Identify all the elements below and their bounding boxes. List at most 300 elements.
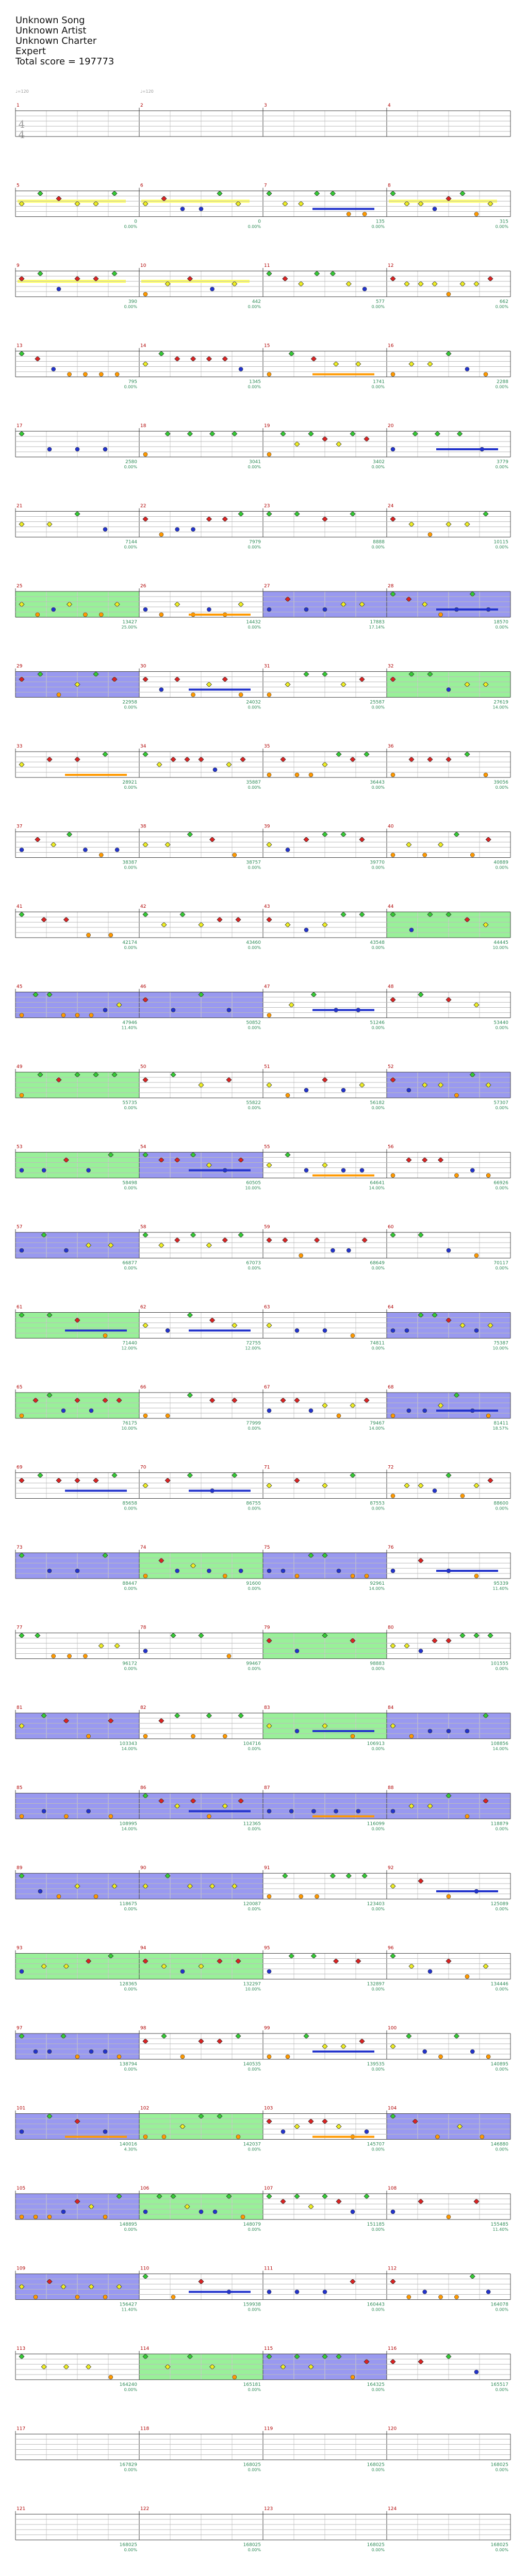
note-red bbox=[93, 1478, 98, 1483]
song-difficulty: Expert bbox=[15, 46, 46, 57]
measure-score: 85658 bbox=[122, 1501, 137, 1506]
note-yellow bbox=[474, 1483, 479, 1488]
note-green bbox=[289, 351, 294, 357]
staff-row bbox=[15, 1385, 510, 1431]
measure-percent: 0.00% bbox=[495, 2067, 508, 2072]
note-red bbox=[159, 1718, 164, 1723]
note-yellow bbox=[299, 201, 304, 207]
note-blue bbox=[334, 1809, 338, 1814]
note-blue bbox=[281, 1569, 285, 1573]
note-blue bbox=[360, 1168, 364, 1173]
note-orange bbox=[159, 613, 163, 617]
measure-percent: 11.40% bbox=[121, 2307, 137, 2312]
measure-number: 91 bbox=[264, 1866, 270, 1871]
note-blue bbox=[159, 688, 163, 692]
note-yellow bbox=[322, 1483, 327, 1488]
note-blue bbox=[20, 1168, 24, 1173]
measure-number: 94 bbox=[140, 1945, 146, 1951]
measure-percent: 0.00% bbox=[371, 1025, 385, 1030]
note-yellow bbox=[322, 2044, 327, 2049]
note-green bbox=[289, 1954, 294, 1959]
measure-score: 164325 bbox=[367, 2382, 385, 2387]
note-yellow bbox=[47, 522, 52, 527]
note-blue bbox=[20, 1970, 24, 1974]
staff-row bbox=[15, 103, 510, 137]
note-blue bbox=[419, 1649, 423, 1653]
measure-score: 101555 bbox=[490, 1661, 508, 1667]
measure-number: 117 bbox=[16, 2426, 26, 2432]
measure-score: 14432 bbox=[246, 620, 261, 625]
measure-percent: 11.40% bbox=[121, 1025, 137, 1030]
measure-number: 99 bbox=[264, 2026, 270, 2031]
measure-number: 122 bbox=[140, 2506, 150, 2512]
measure-score: 146880 bbox=[490, 2142, 508, 2147]
measure-number: 83 bbox=[264, 1705, 270, 1710]
note-red bbox=[336, 2199, 341, 2204]
measure-number: 61 bbox=[16, 1304, 23, 1310]
measure-number: 40 bbox=[388, 824, 394, 829]
note-yellow bbox=[175, 602, 180, 607]
note-blue bbox=[323, 2290, 327, 2294]
measure-score: 74811 bbox=[370, 1341, 385, 1346]
note-yellow bbox=[409, 362, 414, 367]
measure-number: 50 bbox=[140, 1064, 146, 1070]
measure-score: 44445 bbox=[493, 940, 508, 945]
note-green bbox=[191, 1232, 196, 1238]
measure-number: 51 bbox=[264, 1064, 270, 1070]
note-red bbox=[390, 997, 395, 1003]
measure-number: 52 bbox=[388, 1064, 394, 1070]
note-blue bbox=[474, 1329, 478, 1333]
note-red bbox=[418, 1558, 423, 1563]
note-blue bbox=[207, 1569, 211, 1573]
note-orange bbox=[68, 1654, 72, 1658]
measure-percent: 0.00% bbox=[248, 384, 261, 389]
note-green bbox=[336, 752, 341, 757]
note-yellow bbox=[86, 2364, 91, 2369]
note-blue bbox=[465, 367, 469, 371]
measure-percent: 25.00% bbox=[121, 625, 137, 630]
note-blue bbox=[143, 607, 147, 612]
note-green bbox=[294, 2194, 300, 2199]
note-orange bbox=[20, 1414, 24, 1418]
note-yellow bbox=[51, 842, 56, 848]
note-red bbox=[210, 837, 215, 842]
note-green bbox=[350, 431, 355, 436]
note-green bbox=[446, 1473, 451, 1478]
note-orange bbox=[337, 1414, 341, 1418]
note-green bbox=[350, 512, 355, 517]
note-red bbox=[35, 357, 40, 362]
measure-percent: 17.14% bbox=[369, 625, 385, 630]
staff-row bbox=[15, 2427, 510, 2472]
note-yellow bbox=[406, 842, 411, 848]
note-orange bbox=[439, 2295, 443, 2299]
note-green bbox=[19, 912, 24, 917]
note-green bbox=[465, 752, 470, 757]
note-green bbox=[350, 1473, 355, 1478]
measure-percent: 0.00% bbox=[248, 865, 261, 870]
note-blue bbox=[227, 1008, 231, 1012]
note-yellow bbox=[238, 602, 243, 607]
measure-score: 55822 bbox=[246, 1100, 261, 1106]
measure-percent: 0.00% bbox=[248, 465, 261, 469]
note-yellow bbox=[359, 1082, 365, 1088]
measure-percent: 0.00% bbox=[248, 1826, 261, 1832]
measure-score: 13427 bbox=[122, 620, 137, 625]
measure-number: 112 bbox=[388, 2266, 397, 2272]
measure-score: 103343 bbox=[119, 1741, 137, 1747]
note-red bbox=[175, 1238, 180, 1243]
note-blue bbox=[103, 2130, 107, 2134]
measure-number: 70 bbox=[140, 1465, 146, 1470]
measure-score: 108856 bbox=[490, 1741, 508, 1747]
sustain-orange bbox=[312, 2136, 374, 2138]
note-yellow bbox=[404, 281, 409, 286]
measure-number: 44 bbox=[388, 904, 394, 909]
measure-score: 76175 bbox=[122, 1421, 137, 1426]
note-green bbox=[315, 191, 320, 196]
note-orange bbox=[103, 2295, 107, 2299]
note-orange bbox=[474, 1253, 478, 1258]
note-red bbox=[350, 2279, 355, 2284]
measure-number: 55 bbox=[264, 1144, 270, 1150]
note-red bbox=[35, 837, 40, 842]
measure-number: 103 bbox=[264, 2106, 273, 2111]
staff-row bbox=[15, 2106, 510, 2152]
note-green bbox=[143, 2274, 148, 2279]
measure-score: 99467 bbox=[246, 1661, 261, 1667]
note-blue bbox=[351, 2210, 355, 2214]
note-red bbox=[143, 517, 148, 522]
measure-number: 28 bbox=[388, 584, 394, 589]
measure-number: 8 bbox=[388, 183, 391, 189]
measure-score: 7979 bbox=[249, 539, 261, 545]
note-green bbox=[460, 1633, 465, 1638]
measure-percent: 10.00% bbox=[245, 1185, 261, 1191]
note-blue bbox=[323, 607, 327, 612]
note-red bbox=[226, 1077, 232, 1082]
note-green bbox=[112, 191, 117, 196]
measure-percent: 0.00% bbox=[371, 1987, 385, 1992]
measure-score: 60505 bbox=[246, 1180, 261, 1186]
measure-score: 168025 bbox=[367, 2462, 385, 2468]
note-green bbox=[283, 1873, 288, 1878]
measure-number: 109 bbox=[16, 2266, 26, 2272]
note-green bbox=[143, 752, 148, 757]
measure-percent: 0.00% bbox=[248, 224, 261, 229]
note-orange bbox=[47, 2215, 52, 2219]
measure-percent: 0.00% bbox=[371, 2548, 385, 2552]
note-green bbox=[285, 1153, 290, 1158]
note-orange bbox=[351, 1734, 355, 1738]
measure-percent: 0.00% bbox=[495, 1506, 508, 1511]
note-green bbox=[143, 1232, 148, 1238]
note-yellow bbox=[199, 922, 204, 927]
note-blue bbox=[34, 2049, 38, 2054]
measure-percent: 0.00% bbox=[371, 2067, 385, 2072]
note-yellow bbox=[267, 842, 272, 848]
note-red bbox=[267, 917, 272, 922]
note-blue bbox=[281, 2130, 285, 2134]
measure-number: 1 bbox=[16, 103, 20, 108]
measure-percent: 0.00% bbox=[248, 2467, 261, 2472]
measure-number: 66 bbox=[140, 1385, 146, 1390]
note-green bbox=[446, 2354, 451, 2359]
measure-score: 165517 bbox=[490, 2382, 508, 2387]
note-green bbox=[341, 832, 346, 837]
note-green bbox=[267, 512, 272, 517]
note-green bbox=[406, 2033, 411, 2039]
note-orange bbox=[64, 1815, 68, 1819]
note-orange bbox=[423, 853, 427, 857]
note-orange bbox=[267, 1013, 271, 1018]
measure-percent: 0.00% bbox=[495, 384, 508, 389]
measure-score: 165181 bbox=[243, 2382, 261, 2387]
note-orange bbox=[486, 2055, 490, 2059]
note-green bbox=[180, 912, 185, 917]
note-yellow bbox=[226, 762, 232, 767]
song-charter: Unknown Charter bbox=[15, 36, 97, 46]
note-yellow bbox=[432, 281, 437, 286]
measure-percent: 0.00% bbox=[371, 2147, 385, 2152]
measure-number: 2 bbox=[140, 103, 143, 108]
sustain-blue bbox=[189, 689, 251, 691]
note-blue bbox=[267, 1569, 271, 1573]
note-orange bbox=[315, 1894, 319, 1899]
measure-percent: 10.00% bbox=[121, 1426, 137, 1431]
measure-number: 75 bbox=[264, 1545, 270, 1550]
note-green bbox=[435, 431, 440, 436]
measure-number: 46 bbox=[140, 984, 146, 990]
note-orange bbox=[439, 613, 443, 617]
measure-percent: 14.00% bbox=[121, 1747, 137, 1751]
note-yellow bbox=[199, 1082, 204, 1088]
note-yellow bbox=[19, 522, 24, 527]
measure-percent: 0.00% bbox=[495, 1185, 508, 1191]
measure-number: 88 bbox=[388, 1785, 394, 1791]
measure-percent: 0.00% bbox=[371, 945, 385, 950]
measure-number: 20 bbox=[388, 423, 394, 429]
staff-row bbox=[15, 1866, 510, 1911]
note-blue bbox=[115, 848, 119, 852]
measure-percent: 0.00% bbox=[371, 1907, 385, 1911]
note-blue bbox=[405, 1329, 409, 1333]
measure-score: 88600 bbox=[493, 1501, 508, 1506]
note-orange bbox=[166, 1414, 170, 1418]
note-blue bbox=[239, 1569, 243, 1573]
measure-percent: 0.00% bbox=[124, 2067, 137, 2072]
note-green bbox=[454, 832, 459, 837]
measure-number: 119 bbox=[264, 2426, 273, 2432]
note-blue bbox=[341, 1168, 345, 1173]
note-blue bbox=[474, 2370, 478, 2374]
note-orange bbox=[470, 853, 474, 857]
note-green bbox=[161, 2033, 167, 2039]
measure-score: 91600 bbox=[246, 1581, 261, 1586]
note-red bbox=[474, 2199, 479, 2204]
measure-percent: 0.00% bbox=[495, 545, 508, 550]
sustain-blue bbox=[312, 1009, 374, 1011]
note-green bbox=[112, 271, 117, 276]
measure-percent: 0.00% bbox=[248, 1747, 261, 1751]
measure-number: 12 bbox=[388, 263, 394, 268]
note-yellow bbox=[334, 362, 339, 367]
note-blue bbox=[409, 928, 414, 932]
note-orange bbox=[103, 2215, 107, 2219]
measure-number: 27 bbox=[264, 584, 270, 589]
note-red bbox=[427, 757, 433, 762]
measure-score: 168025 bbox=[243, 2462, 261, 2468]
note-orange bbox=[460, 1494, 465, 1498]
note-yellow bbox=[460, 281, 465, 286]
note-red bbox=[418, 2359, 423, 2364]
measure-score: 50852 bbox=[246, 1020, 261, 1026]
measure-number: 64 bbox=[388, 1304, 394, 1310]
note-orange bbox=[223, 1734, 227, 1738]
note-green bbox=[171, 1072, 176, 1077]
note-red bbox=[199, 757, 204, 762]
note-yellow bbox=[232, 1323, 237, 1328]
staff-row bbox=[15, 2186, 510, 2232]
measure-number: 13 bbox=[16, 343, 23, 349]
note-blue bbox=[175, 528, 179, 532]
note-orange bbox=[365, 1574, 369, 1578]
note-green bbox=[187, 832, 192, 837]
measure-score: 164240 bbox=[119, 2382, 137, 2387]
note-yellow bbox=[285, 922, 290, 927]
measure-percent: 0.00% bbox=[124, 1666, 137, 1671]
note-blue bbox=[199, 207, 203, 211]
note-green bbox=[330, 271, 335, 276]
note-red bbox=[63, 917, 69, 922]
note-blue bbox=[423, 2049, 427, 2054]
measure-score: 442 bbox=[252, 299, 261, 304]
measure-percent: 0.00% bbox=[371, 1666, 385, 1671]
note-red bbox=[446, 1638, 451, 1643]
note-orange bbox=[34, 2215, 38, 2219]
note-green bbox=[175, 1713, 180, 1718]
note-red bbox=[75, 757, 80, 762]
note-blue bbox=[470, 2049, 474, 2054]
note-green bbox=[330, 191, 335, 196]
note-blue bbox=[143, 1649, 147, 1653]
staff-row bbox=[15, 2026, 510, 2072]
note-red bbox=[359, 2039, 365, 2044]
note-orange bbox=[75, 2295, 79, 2299]
note-orange bbox=[117, 2055, 121, 2059]
note-orange bbox=[57, 1894, 61, 1899]
note-blue bbox=[295, 1729, 299, 1733]
note-orange bbox=[295, 773, 299, 777]
note-red bbox=[446, 1959, 451, 1964]
note-red bbox=[322, 1077, 327, 1082]
note-red bbox=[222, 677, 227, 682]
measure-score: 125089 bbox=[490, 1902, 508, 1907]
measure-score: 167829 bbox=[119, 2462, 137, 2468]
staff-row bbox=[15, 1145, 510, 1191]
measure-score: 112365 bbox=[243, 1821, 261, 1827]
measure-score: 10115 bbox=[493, 539, 508, 545]
measure-score: 577 bbox=[375, 299, 385, 304]
note-blue bbox=[391, 1329, 395, 1333]
measure-number: 37 bbox=[16, 824, 23, 829]
note-blue bbox=[331, 1248, 335, 1252]
measure-score: 118879 bbox=[490, 1821, 508, 1827]
note-blue bbox=[311, 1809, 316, 1814]
staff-row bbox=[15, 1225, 510, 1270]
measure-percent: 0.00% bbox=[495, 2307, 508, 2312]
note-yellow bbox=[294, 442, 300, 447]
note-green bbox=[483, 512, 488, 517]
measure-score: 24032 bbox=[246, 700, 261, 705]
note-red bbox=[390, 2279, 395, 2284]
measure-percent: 0.00% bbox=[371, 2387, 385, 2392]
measure-score: 155485 bbox=[490, 2222, 508, 2227]
note-red bbox=[311, 357, 316, 362]
measure-score: 315 bbox=[499, 219, 508, 225]
note-orange bbox=[87, 1734, 91, 1738]
note-green bbox=[38, 191, 43, 196]
note-orange bbox=[439, 2055, 443, 2059]
note-green bbox=[19, 1633, 24, 1638]
note-yellow bbox=[206, 682, 211, 687]
note-yellow bbox=[267, 1163, 272, 1168]
measure-score: 139535 bbox=[367, 2062, 385, 2067]
note-green bbox=[19, 2354, 24, 2359]
measure-score: 66877 bbox=[122, 1261, 137, 1266]
measure-number: 62 bbox=[140, 1304, 146, 1310]
note-yellow bbox=[446, 522, 451, 527]
measure-number: 92 bbox=[388, 1866, 394, 1871]
measure-score: 168025 bbox=[119, 2543, 137, 2548]
measure-score: 75387 bbox=[493, 1341, 508, 1346]
note-yellow bbox=[143, 362, 148, 367]
note-green bbox=[390, 1232, 395, 1238]
measure-percent: 0.00% bbox=[248, 2548, 261, 2552]
measure-score: 3041 bbox=[249, 460, 261, 465]
note-red bbox=[418, 1878, 423, 1884]
measure-score: 168025 bbox=[490, 2462, 508, 2468]
sustain-blue bbox=[189, 1810, 251, 1812]
note-blue bbox=[447, 1729, 451, 1733]
measure-score: 132897 bbox=[367, 1981, 385, 1987]
note-blue bbox=[199, 2210, 203, 2214]
sustain-blue bbox=[65, 1490, 127, 1492]
measure-percent: 0.00% bbox=[495, 1826, 508, 1832]
note-orange bbox=[286, 1093, 290, 1097]
measure-percent: 0.00% bbox=[248, 2227, 261, 2232]
note-orange bbox=[115, 372, 119, 377]
note-orange bbox=[447, 292, 451, 296]
measure-number: 22 bbox=[140, 503, 146, 509]
note-green bbox=[112, 1473, 117, 1478]
measure-number: 23 bbox=[264, 503, 270, 509]
note-yellow bbox=[336, 442, 341, 447]
note-orange bbox=[391, 372, 395, 377]
measure-percent: 0.00% bbox=[371, 1826, 385, 1832]
measure-percent: 0.00% bbox=[248, 1106, 261, 1110]
measure-number: 16 bbox=[388, 343, 394, 349]
note-green bbox=[159, 351, 164, 357]
staff-row bbox=[15, 1786, 510, 1832]
staff-row bbox=[15, 824, 510, 870]
measure-percent: 11.40% bbox=[492, 1586, 508, 1591]
note-yellow bbox=[438, 842, 443, 848]
note-green bbox=[267, 191, 272, 196]
note-blue bbox=[447, 688, 451, 692]
measure-number: 114 bbox=[140, 2346, 150, 2351]
